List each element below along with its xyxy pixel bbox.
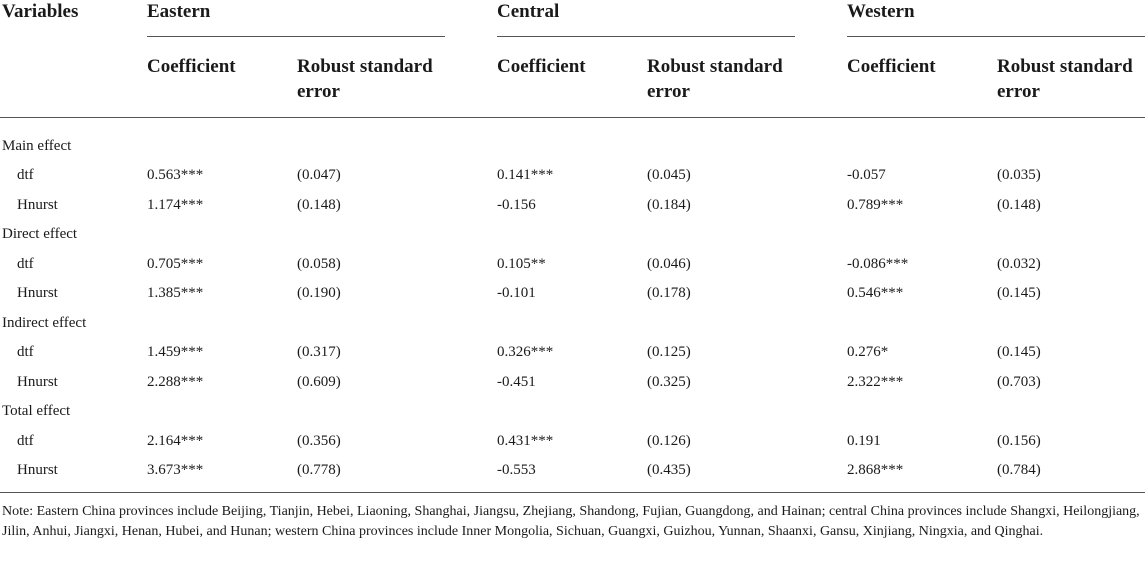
header-rule — [0, 117, 1145, 118]
eastern-underline — [147, 36, 445, 37]
row-label: dtf — [17, 344, 34, 360]
eastern-se-header — [297, 54, 447, 104]
central-header: Central — [497, 1, 560, 22]
section-title-indirect-effect: Indirect effect — [2, 315, 87, 331]
se-header-line2: error — [647, 81, 690, 102]
table-cell: (0.784) — [997, 462, 1041, 478]
table-cell: (0.148) — [297, 197, 341, 213]
table-cell: (0.148) — [997, 197, 1041, 213]
se-header-line1: Robust standard — [647, 56, 783, 77]
row-label: dtf — [17, 256, 34, 272]
eastern-coef-header: Coefficient — [147, 56, 236, 77]
table-cell: 0.431*** — [497, 433, 554, 449]
table-cell: (0.045) — [647, 167, 691, 183]
table-cell: (0.126) — [647, 433, 691, 449]
table-cell: 2.868*** — [847, 462, 904, 478]
row-label: Hnurst — [17, 197, 58, 213]
table-cell: (0.058) — [297, 256, 341, 272]
table-cell: -0.101 — [497, 285, 536, 301]
eastern-header: Eastern — [147, 1, 211, 22]
table-cell: (0.032) — [997, 256, 1041, 272]
table-cell: (0.435) — [647, 462, 691, 478]
table-cell: (0.047) — [297, 167, 341, 183]
table-cell: -0.553 — [497, 462, 536, 478]
table-cell: 0.705*** — [147, 256, 204, 272]
section-title-main-effect: Main effect — [2, 138, 72, 154]
table-cell: (0.145) — [997, 344, 1041, 360]
table-cell: 0.546*** — [847, 285, 904, 301]
table-cell: (0.046) — [647, 256, 691, 272]
table-cell: (0.356) — [297, 433, 341, 449]
section-title-direct-effect: Direct effect — [2, 226, 78, 242]
table-cell: 2.288*** — [147, 374, 204, 390]
central-coef-header: Coefficient — [497, 56, 586, 77]
table-cell: 2.322*** — [847, 374, 904, 390]
table-cell: 1.385*** — [147, 285, 204, 301]
table-cell: 0.105** — [497, 256, 546, 272]
table-cell: 0.563*** — [147, 167, 204, 183]
table-cell: (0.190) — [297, 285, 341, 301]
table-cell: -0.451 — [497, 374, 536, 390]
western-coef-header: Coefficient — [847, 56, 936, 77]
table-cell: 0.276* — [847, 344, 889, 360]
se-header-line1: Robust standard — [997, 56, 1133, 77]
table-cell: -0.086*** — [847, 256, 909, 272]
table-cell: 2.164*** — [147, 433, 204, 449]
table-cell: (0.317) — [297, 344, 341, 360]
table-cell: (0.703) — [997, 374, 1041, 390]
table-cell: -0.057 — [847, 167, 886, 183]
table-cell: (0.325) — [647, 374, 691, 390]
row-label: Hnurst — [17, 285, 58, 301]
table-cell: (0.035) — [997, 167, 1041, 183]
western-se-header — [997, 54, 1145, 104]
table-cell: 1.174*** — [147, 197, 204, 213]
central-se-header — [647, 54, 797, 104]
table-cell: 0.789*** — [847, 197, 904, 213]
table-cell: 0.326*** — [497, 344, 554, 360]
table-cell: (0.145) — [997, 285, 1041, 301]
section-title-total-effect: Total effect — [2, 403, 71, 419]
central-underline — [497, 36, 795, 37]
western-underline — [847, 36, 1145, 37]
table-bottom-rule — [0, 492, 1145, 493]
table-cell: (0.125) — [647, 344, 691, 360]
table-cell: -0.156 — [497, 197, 536, 213]
table-cell: 0.191 — [847, 433, 881, 449]
row-label: Hnurst — [17, 374, 58, 390]
table-cell: (0.184) — [647, 197, 691, 213]
table-cell: (0.609) — [297, 374, 341, 390]
table-cell: 3.673*** — [147, 462, 204, 478]
row-label: Hnurst — [17, 462, 58, 478]
variables-header: Variables — [2, 1, 79, 22]
table-cell: (0.178) — [647, 285, 691, 301]
se-header-line2: error — [997, 81, 1040, 102]
row-label: dtf — [17, 433, 34, 449]
se-header-line2: error — [297, 81, 340, 102]
western-header: Western — [847, 1, 915, 22]
row-label: dtf — [17, 167, 34, 183]
se-header-line1: Robust standard — [297, 56, 433, 77]
table-cell: (0.156) — [997, 433, 1041, 449]
table-cell: (0.778) — [297, 462, 341, 478]
table-note: Note: Eastern China provinces include Beijing, Tianjin, Hebei, Liaoning, Shanghai, Jiangsu, Zhejiang, Shandong, Fujian, Guangdong, and Hainan; central China provinces include Shangxi, Heilongjiang, Jilin, Anhui, Jiangxi, Henan, Hubei, and Hunan; western China provinces include Inner Mongolia, Sichuan, Guangxi, Guizhou, Yunnan, Shaanxi, Gansu, Xinjiang, Ningxia, and Qinghai. — [2, 504, 1140, 539]
table-cell: 0.141*** — [497, 167, 554, 183]
table-cell: 1.459*** — [147, 344, 204, 360]
